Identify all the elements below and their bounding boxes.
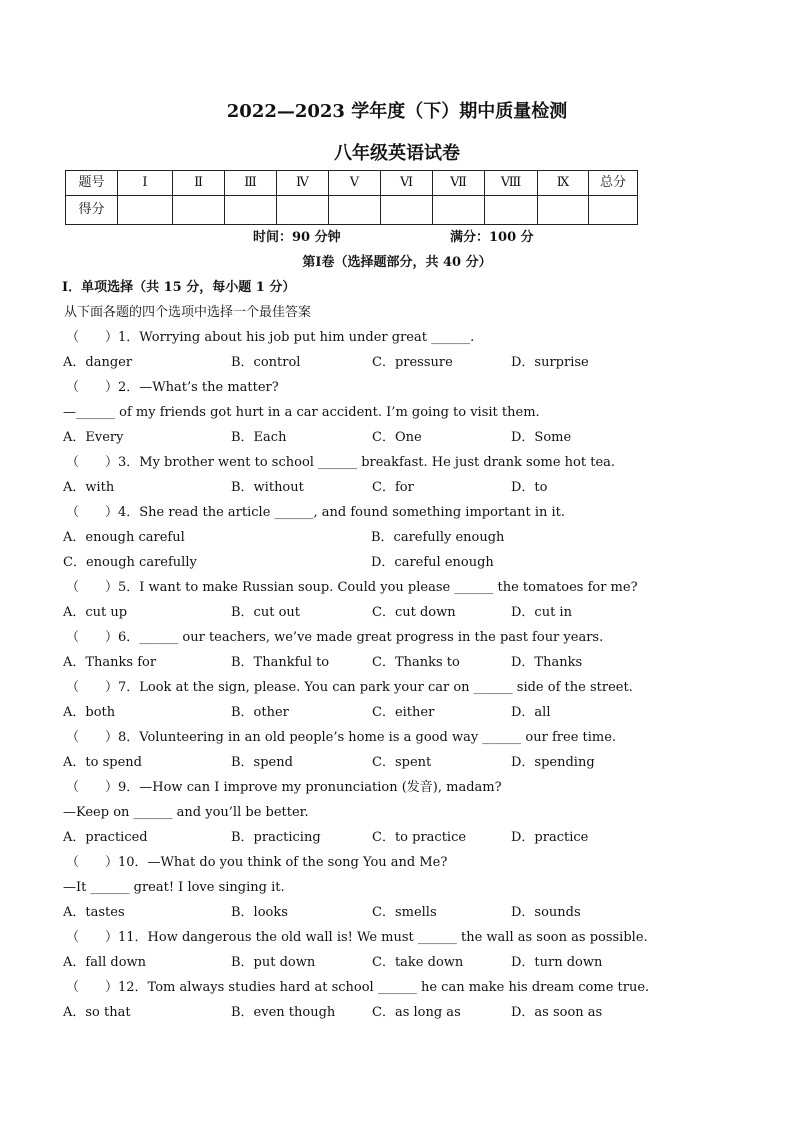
score-cell — [433, 196, 485, 225]
answer-blank[interactable]: （ ） — [66, 455, 119, 470]
score-cell — [589, 196, 638, 225]
answer-option[interactable]: D．turn down — [511, 955, 603, 970]
answer-option[interactable]: C．spent — [372, 755, 432, 770]
answer-option[interactable]: D．cut in — [511, 605, 572, 620]
answer-option[interactable]: B．control — [231, 355, 301, 370]
score-cell — [118, 196, 173, 225]
question-text: 10．—What do you think of the song You and Me? — [118, 855, 448, 870]
table-cell: Ⅴ — [329, 171, 381, 196]
answer-option[interactable]: D．Some — [511, 430, 572, 445]
answer-option[interactable]: B．carefully enough — [371, 530, 505, 545]
question-stem — [66, 329, 474, 347]
answer-option[interactable]: B．put down — [231, 955, 316, 970]
table-cell: Ⅶ — [433, 171, 485, 196]
answer-option[interactable]: C．One — [372, 430, 422, 445]
answer-option[interactable]: B．even though — [231, 1005, 336, 1020]
question-stem — [66, 679, 633, 697]
question-text: 5．I want to make Russian soup. Could you please ______ the tomatoes for me? — [118, 580, 638, 595]
answer-blank[interactable]: （ ） — [66, 630, 119, 645]
answer-option[interactable]: D．spending — [511, 755, 595, 770]
answer-blank[interactable]: （ ） — [66, 380, 119, 395]
score-table-header-row — [66, 171, 638, 196]
question-text: 4．She read the article ______, and found something important in it. — [118, 505, 566, 520]
table-cell: Ⅳ — [277, 171, 329, 196]
answer-option[interactable]: C．enough carefully — [63, 555, 197, 570]
question-text: 3．My brother went to school ______ breakfast. He just drank some hot tea. — [118, 455, 616, 470]
answer-option[interactable]: C．to practice — [372, 830, 467, 845]
question-text: 9．—How can I improve my pronunciation (发音), madam? — [118, 780, 502, 795]
answer-option[interactable]: A．cut up — [63, 605, 128, 620]
question-text: 8．Volunteering in an old people’s home is a good way ______ our free time. — [118, 730, 617, 745]
question-text-line2: —Keep on ______ and you’ll be better. — [63, 805, 309, 820]
answer-option[interactable]: A．tastes — [63, 905, 125, 920]
answer-option[interactable]: C．pressure — [372, 355, 453, 370]
exam-full-marks: 满分：100 分 — [450, 230, 534, 245]
answer-blank[interactable]: （ ） — [66, 930, 119, 945]
exam-subtitle: 八年级英语试卷 — [334, 143, 460, 164]
answer-option[interactable]: A．both — [63, 705, 116, 720]
answer-option[interactable]: D．careful enough — [371, 555, 494, 570]
answer-blank[interactable]: （ ） — [66, 730, 119, 745]
question-stem — [66, 929, 648, 947]
answer-option[interactable]: C．for — [372, 480, 414, 495]
question-stem — [66, 779, 502, 797]
score-cell — [277, 196, 329, 225]
question-stem — [66, 504, 565, 522]
question-stem — [66, 854, 447, 872]
answer-option[interactable]: C．take down — [372, 955, 464, 970]
question-text: 1．Worrying about his job put him under great ______. — [118, 330, 475, 345]
score-table — [65, 170, 638, 225]
table-cell: 总分 — [589, 171, 638, 196]
answer-option[interactable]: C．smells — [372, 905, 437, 920]
answer-blank[interactable]: （ ） — [66, 855, 119, 870]
answer-option[interactable]: B．without — [231, 480, 304, 495]
question-text: 6．______ our teachers, we’ve made great progress in the past four years. — [118, 630, 604, 645]
table-cell: Ⅷ — [485, 171, 538, 196]
question-stem — [66, 379, 279, 397]
question-stem — [66, 454, 615, 472]
table-cell: 题号 — [66, 171, 118, 196]
question-text-line2: —It ______ great! I love singing it. — [63, 880, 285, 895]
answer-option[interactable]: D．practice — [511, 830, 589, 845]
answer-option[interactable]: D．Thanks — [511, 655, 583, 670]
answer-blank[interactable]: （ ） — [66, 330, 119, 345]
answer-option[interactable]: B．cut out — [231, 605, 300, 620]
answer-option[interactable]: B．other — [231, 705, 289, 720]
answer-option[interactable]: C．Thanks to — [372, 655, 460, 670]
answer-option[interactable]: C．as long as — [372, 1005, 461, 1020]
answer-option[interactable]: B．looks — [231, 905, 288, 920]
score-cell — [381, 196, 433, 225]
answer-option[interactable]: A．danger — [63, 355, 133, 370]
answer-blank[interactable]: （ ） — [66, 505, 119, 520]
answer-blank[interactable]: （ ） — [66, 980, 119, 995]
question-stem — [66, 629, 603, 647]
answer-option[interactable]: D．as soon as — [511, 1005, 603, 1020]
score-cell — [485, 196, 538, 225]
answer-blank[interactable]: （ ） — [66, 680, 119, 695]
answer-option[interactable]: A．practiced — [63, 830, 148, 845]
score-cell — [225, 196, 277, 225]
score-cell — [329, 196, 381, 225]
question-text: 11．How dangerous the old wall is! We must ______ the wall as soon as possible. — [118, 930, 648, 945]
table-cell: Ⅸ — [538, 171, 589, 196]
section-heading: Ⅰ．单项选择（共 15 分，每小题 1 分） — [62, 280, 296, 295]
table-cell: Ⅲ — [225, 171, 277, 196]
answer-option[interactable]: D．sounds — [511, 905, 581, 920]
answer-option[interactable]: A．Every — [63, 430, 124, 445]
question-text: 2．—What’s the matter? — [118, 380, 279, 395]
score-cell — [173, 196, 225, 225]
exam-time: 时间：90 分钟 — [253, 230, 341, 245]
question-text: 12．Tom always studies hard at school ______ he can make his dream come true. — [118, 980, 650, 995]
answer-option[interactable]: D．surprise — [511, 355, 589, 370]
answer-option[interactable]: A．enough careful — [63, 530, 185, 545]
answer-option[interactable]: C．cut down — [372, 605, 456, 620]
answer-option[interactable]: B．Each — [231, 430, 287, 445]
question-text-line2: —______ of my friends got hurt in a car accident. I’m going to visit them. — [63, 405, 540, 420]
volume-heading: 第Ⅰ卷（选择题部分，共 40 分） — [302, 255, 492, 270]
table-cell: Ⅱ — [173, 171, 225, 196]
answer-option[interactable]: C．either — [372, 705, 435, 720]
question-stem — [66, 579, 638, 597]
section-instruction: 从下面各题的四个选项中选择一个最佳答案 — [64, 305, 312, 320]
table-cell: Ⅰ — [118, 171, 173, 196]
answer-option[interactable]: A．with — [63, 480, 115, 495]
answer-option[interactable]: B．spend — [231, 755, 293, 770]
answer-blank[interactable]: （ ） — [66, 580, 119, 595]
question-stem — [66, 729, 616, 747]
table-cell: Ⅵ — [381, 171, 433, 196]
answer-option[interactable]: B．practicing — [231, 830, 321, 845]
exam-title: 2022—2023 学年度（下）期中质量检测 — [226, 101, 568, 122]
answer-blank[interactable]: （ ） — [66, 780, 119, 795]
score-table-score-row — [66, 196, 638, 225]
table-cell: 得分 — [66, 196, 118, 225]
question-stem — [66, 979, 649, 997]
answer-option[interactable]: A．fall down — [63, 955, 147, 970]
answer-option[interactable]: A．to spend — [63, 755, 142, 770]
answer-option[interactable]: B．Thankful to — [231, 655, 330, 670]
score-cell — [538, 196, 589, 225]
answer-option[interactable]: D．all — [511, 705, 551, 720]
question-text: 7．Look at the sign, please. You can park your car on ______ side of the street. — [118, 680, 633, 695]
answer-option[interactable]: D．to — [511, 480, 548, 495]
answer-option[interactable]: A．so that — [63, 1005, 131, 1020]
answer-option[interactable]: A．Thanks for — [63, 655, 157, 670]
